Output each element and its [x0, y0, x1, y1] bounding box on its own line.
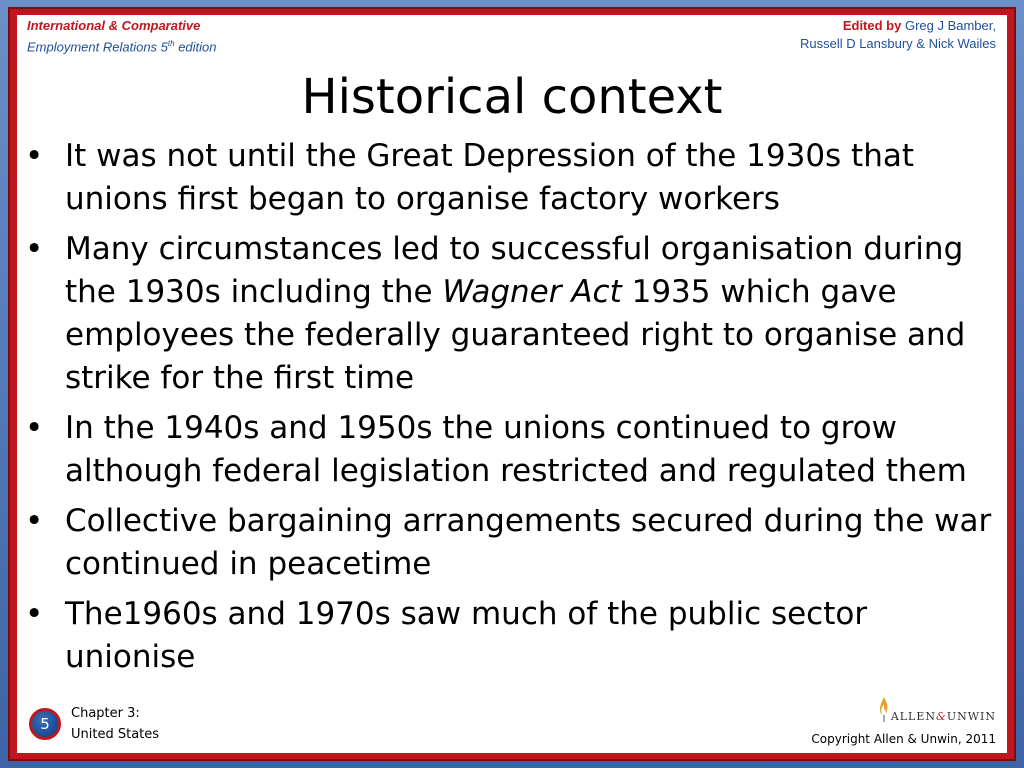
- bullet-item: • Collective bargaining arrangements secured during the war continued in peacetime: [25, 500, 1007, 586]
- bullet-list: [25, 135, 1007, 686]
- book-title-header: [27, 17, 217, 56]
- chapter-number-badge: 5: [29, 708, 61, 740]
- slide: [17, 15, 1007, 753]
- bullet-dot: •: [25, 138, 44, 174]
- bullet-dot: •: [25, 596, 44, 632]
- editors-line2: Russell D Lansbury & Nick Wailes: [799, 36, 996, 51]
- slide-title: Historical context: [301, 69, 723, 125]
- bullet-item: • The1960s and 1970s saw much of the public sector unionise: [25, 593, 1007, 679]
- bullet-item: • Many circumstances led to successful organisation during the 1930s including the Wagner Act 1935 which gave employees the federally guaranteed right to organise and strike for the first time: [25, 228, 1007, 400]
- editors-header: [800, 17, 996, 53]
- bullet-dot: •: [25, 231, 44, 267]
- publisher-logo: ALLEN & UNWIN: [877, 691, 996, 723]
- copyright-text: Copyright Allen & Unwin, 2011: [811, 732, 996, 746]
- bullet-dot: •: [25, 410, 44, 446]
- publisher-footer: [811, 691, 996, 746]
- chapter-label: Chapter 3: United States: [71, 706, 160, 742]
- book-title-line1: International & Comparative: [27, 18, 201, 33]
- chapter-footer: [29, 703, 159, 745]
- book-title-line2: Employment Relations 5th edition: [27, 39, 217, 55]
- editors-line1: Edited by Greg J Bamber,: [842, 18, 996, 33]
- edited-by-label: Edited by: [842, 18, 902, 33]
- act-name: Wagner Act: [442, 274, 622, 310]
- bullet-item: • It was not until the Great Depression of the 1930s that unions first began to organise factory workers: [25, 135, 1007, 221]
- bullet-dot: •: [25, 503, 44, 539]
- bullet-item: • In the 1940s and 1950s the unions continued to grow although federal legislation restricted and regulated them: [25, 407, 1007, 493]
- flame-icon: [877, 695, 891, 723]
